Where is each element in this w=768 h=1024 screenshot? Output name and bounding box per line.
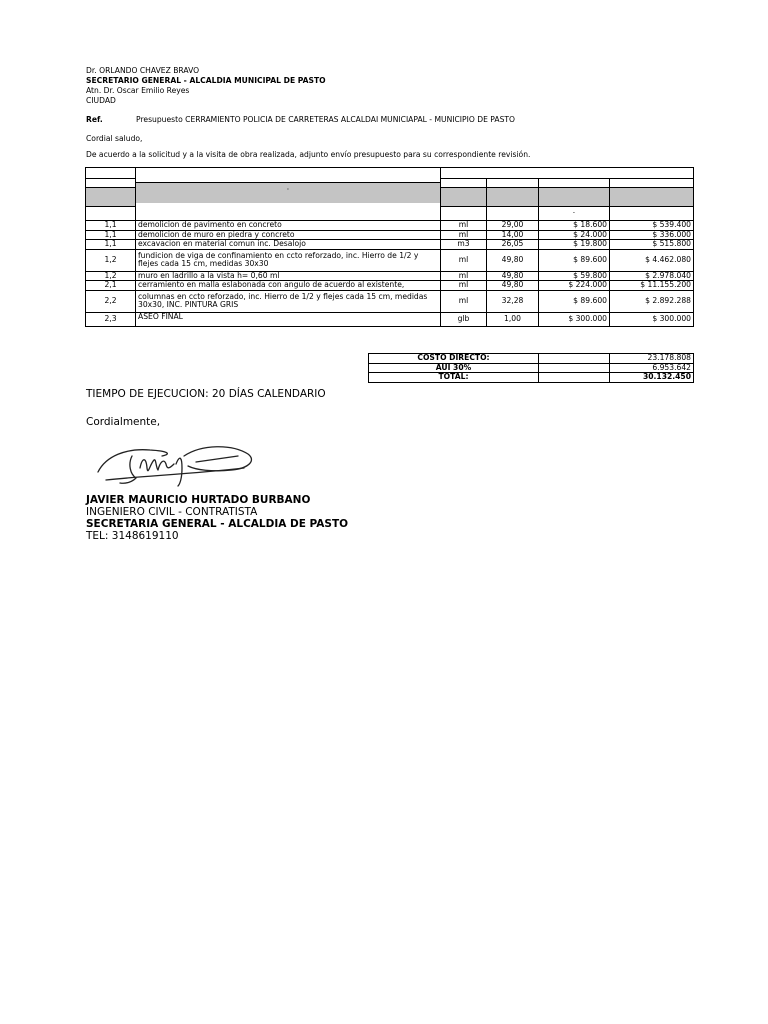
recipient-name: Dr. ORLANDO CHAVEZ BRAVO bbox=[86, 66, 200, 75]
item-number: 1,2 bbox=[86, 271, 136, 281]
item-unit-price: $ 89.600 bbox=[539, 249, 610, 271]
empty-cell bbox=[539, 373, 610, 383]
signature-drawing bbox=[92, 434, 262, 490]
item-description: demolicion de muro en piedra y concreto bbox=[136, 230, 441, 240]
item-number: 2,2 bbox=[86, 290, 136, 312]
item-total: $ 515.800 bbox=[610, 240, 694, 250]
item-quantity: 26,05 bbox=[487, 240, 539, 250]
table-row bbox=[86, 240, 694, 250]
item-description: excavacion en material comun inc. Desalojo bbox=[136, 240, 441, 250]
reference-label: Ref. bbox=[86, 115, 103, 124]
item-description: cerramiento en malla eslabonada con angulo de acuerdo al existente, bbox=[136, 281, 441, 291]
table-row bbox=[86, 249, 694, 271]
item-unit: ml bbox=[441, 230, 487, 240]
item-unit-price: $ 59.800 bbox=[539, 271, 610, 281]
header-cell bbox=[610, 207, 694, 221]
item-unit: glb bbox=[441, 312, 487, 326]
execution-time: TIEMPO DE EJECUCION: 20 DÍAS CALENDARIO bbox=[86, 388, 326, 400]
item-quantity: 49,80 bbox=[487, 281, 539, 291]
item-total: $ 300.000 bbox=[610, 312, 694, 326]
item-unit: ml bbox=[441, 249, 487, 271]
direct-cost-label: COSTO DIRECTO: bbox=[369, 354, 539, 364]
item-quantity: 29,00 bbox=[487, 221, 539, 231]
item-total: $ 2.892.288 bbox=[610, 290, 694, 312]
item-description: ASEO FINAL bbox=[136, 312, 441, 326]
header-cell bbox=[610, 188, 694, 207]
item-number: 1,1 bbox=[86, 230, 136, 240]
signer-block bbox=[86, 494, 348, 542]
item-unit: m3 bbox=[441, 240, 487, 250]
signer-name: JAVIER MAURICIO HURTADO BURBANO bbox=[86, 494, 311, 506]
item-number: 2,1 bbox=[86, 281, 136, 291]
item-quantity: 49,80 bbox=[487, 271, 539, 281]
header-dot-mark: . bbox=[539, 207, 610, 221]
signature bbox=[92, 434, 262, 494]
header-dot-mark: · bbox=[136, 183, 440, 203]
table-row bbox=[86, 281, 694, 291]
totals-table bbox=[368, 353, 694, 383]
item-unit-price: $ 224.000 bbox=[539, 281, 610, 291]
table-row bbox=[86, 230, 694, 240]
signer-office: SECRETARIA GENERAL - ALCALDIA DE PASTO bbox=[86, 518, 349, 530]
greeting: Cordial saludo, bbox=[86, 134, 143, 143]
item-description: muro en ladrillo a la vista h= 0,60 ml bbox=[136, 271, 441, 281]
reference-text: Presupuesto CERRAMIENTO POLICIA DE CARRETERAS ALCALDAI MUNICIAPAL - MUNICIPIO DE PASTO bbox=[136, 115, 516, 124]
aui-value: 6.953.642 bbox=[610, 363, 694, 373]
intro-paragraph: De acuerdo a la solicitud y a la visita de obra realizada, adjunto envío presupuesto para su correspondiente revisión. bbox=[86, 150, 531, 159]
header-cell bbox=[610, 179, 694, 188]
table-header-row-1 bbox=[86, 168, 694, 179]
direct-cost-value: 23.178.808 bbox=[610, 354, 694, 364]
header-cell bbox=[539, 179, 610, 188]
item-description: columnas en ccto reforzado, inc. Hierro de 1/2 y flejes cada 15 cm, medidas 30x30, INC. PINTURA GRIS bbox=[136, 290, 441, 312]
city-line: CIUDAD bbox=[86, 96, 116, 105]
item-number: 1,1 bbox=[86, 240, 136, 250]
item-unit: ml bbox=[441, 221, 487, 231]
item-total: $ 4.462.080 bbox=[610, 249, 694, 271]
item-description: fundicion de viga de confinamiento en ccto reforzado, inc. Hierro de 1/2 y flejes cada 15 cm, medidas 30x30 bbox=[136, 249, 441, 271]
attention-line: Atn. Dr. Oscar Emilio Reyes bbox=[86, 86, 190, 95]
item-unit-price: $ 89.600 bbox=[539, 290, 610, 312]
header-cell bbox=[487, 179, 539, 188]
empty-cell bbox=[539, 363, 610, 373]
recipient-title: SECRETARIO GENERAL - ALCALDIA MUNICIPAL DE PASTO bbox=[86, 76, 326, 85]
budget-table bbox=[85, 167, 694, 327]
item-unit-price: $ 18.600 bbox=[539, 221, 610, 231]
table-row bbox=[86, 271, 694, 281]
item-total: $ 336.000 bbox=[610, 230, 694, 240]
header-cell bbox=[86, 188, 136, 207]
header-cell bbox=[86, 179, 136, 188]
item-unit: ml bbox=[441, 271, 487, 281]
header-cell bbox=[441, 168, 694, 179]
item-total: $ 2.978.040 bbox=[610, 271, 694, 281]
empty-cell bbox=[539, 354, 610, 364]
header-cell bbox=[86, 168, 136, 179]
item-unit-price: $ 24.000 bbox=[539, 230, 610, 240]
item-number: 1,2 bbox=[86, 249, 136, 271]
item-quantity: 14,00 bbox=[487, 230, 539, 240]
header-cell bbox=[441, 188, 487, 207]
item-quantity: 49,80 bbox=[487, 249, 539, 271]
item-unit-price: $ 300.000 bbox=[539, 312, 610, 326]
header-cell bbox=[487, 207, 539, 221]
total-label: TOTAL: bbox=[369, 373, 539, 383]
item-unit-price: $ 19.800 bbox=[539, 240, 610, 250]
header-description-cell bbox=[136, 168, 441, 221]
table-row bbox=[86, 290, 694, 312]
header-cell bbox=[539, 188, 610, 207]
table-row bbox=[86, 312, 694, 326]
item-total: $ 11.155.200 bbox=[610, 281, 694, 291]
item-quantity: 32,28 bbox=[487, 290, 539, 312]
header-cell bbox=[441, 179, 487, 188]
item-total: $ 539.400 bbox=[610, 221, 694, 231]
total-value: 30.132.450 bbox=[610, 373, 694, 383]
signer-phone: TEL: 3148619110 bbox=[86, 530, 179, 542]
total-row bbox=[369, 373, 694, 383]
header-cell bbox=[86, 207, 136, 221]
closing: Cordialmente, bbox=[86, 416, 161, 428]
recipient-block bbox=[86, 66, 326, 106]
header-cell bbox=[441, 207, 487, 221]
item-unit: ml bbox=[441, 281, 487, 291]
item-number: 2,3 bbox=[86, 312, 136, 326]
aui-label: AUI 30% bbox=[369, 363, 539, 373]
item-number: 1,1 bbox=[86, 221, 136, 231]
table-row bbox=[86, 221, 694, 231]
signer-profession: INGENIERO CIVIL - CONTRATISTA bbox=[86, 506, 258, 518]
header-cell bbox=[487, 188, 539, 207]
item-quantity: 1,00 bbox=[487, 312, 539, 326]
direct-cost-row bbox=[369, 354, 694, 364]
item-unit: ml bbox=[441, 290, 487, 312]
item-description: demolicion de pavimento en concreto bbox=[136, 221, 441, 231]
